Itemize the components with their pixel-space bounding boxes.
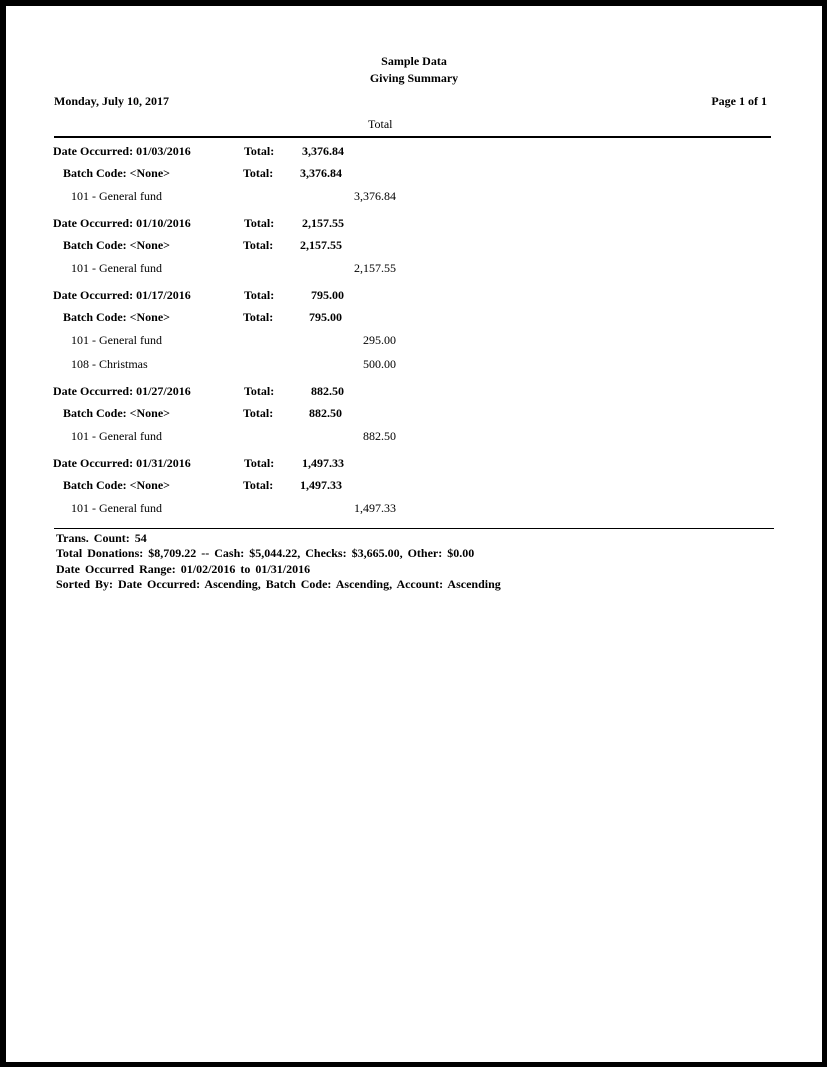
total-column-header: Total bbox=[368, 117, 393, 131]
date-range: Date Occurred Range: 01/02/2016 to 01/31/2016 bbox=[56, 562, 311, 576]
account-amount: 500.00 bbox=[363, 357, 396, 371]
date-occurred-row bbox=[6, 288, 822, 308]
batch-total-label: Total: bbox=[243, 310, 274, 324]
batch-total-value: 1,497.33 bbox=[300, 478, 342, 492]
account-amount: 1,497.33 bbox=[354, 501, 396, 515]
batch-total-value: 2,157.55 bbox=[300, 238, 342, 252]
account-row bbox=[6, 357, 822, 377]
account-row bbox=[6, 333, 822, 353]
batch-total-value: 882.50 bbox=[309, 406, 342, 420]
date-total-label: Total: bbox=[244, 216, 275, 230]
date-total-value: 1,497.33 bbox=[302, 456, 344, 470]
date-occurred-row bbox=[6, 384, 822, 404]
date-total-label: Total: bbox=[244, 144, 275, 158]
date-total-label: Total: bbox=[244, 384, 275, 398]
account-name: 108 - Christmas bbox=[71, 357, 148, 371]
account-amount: 3,376.84 bbox=[354, 189, 396, 203]
date-total-label: Total: bbox=[244, 456, 275, 470]
date-total-label: Total: bbox=[244, 288, 275, 302]
batch-total-label: Total: bbox=[243, 238, 274, 252]
footer-rule bbox=[54, 528, 774, 529]
report-date: Monday, July 10, 2017 bbox=[54, 94, 170, 108]
date-occurred-row bbox=[6, 216, 822, 236]
batch-total-value: 3,376.84 bbox=[300, 166, 342, 180]
batch-code-label: Batch Code: <None> bbox=[63, 166, 171, 180]
date-occurred-row bbox=[6, 456, 822, 476]
report-title: Sample Data bbox=[381, 54, 447, 68]
batch-code-row bbox=[6, 310, 822, 330]
date-total-value: 2,157.55 bbox=[302, 216, 344, 230]
trans-count: Trans. Count: 54 bbox=[56, 531, 147, 545]
date-total-value: 3,376.84 bbox=[302, 144, 344, 158]
batch-total-label: Total: bbox=[243, 406, 274, 420]
account-amount: 882.50 bbox=[363, 429, 396, 443]
batch-code-row bbox=[6, 478, 822, 498]
batch-code-row bbox=[6, 238, 822, 258]
date-occurred-label: Date Occurred: 01/31/2016 bbox=[53, 456, 191, 470]
batch-code-row bbox=[6, 406, 822, 426]
batch-code-label: Batch Code: <None> bbox=[63, 478, 171, 492]
account-row bbox=[6, 429, 822, 449]
account-name: 101 - General fund bbox=[71, 429, 162, 443]
page-number: Page 1 of 1 bbox=[711, 94, 767, 108]
date-total-value: 882.50 bbox=[311, 384, 344, 398]
account-name: 101 - General fund bbox=[71, 261, 162, 275]
date-total-value: 795.00 bbox=[311, 288, 344, 302]
batch-total-label: Total: bbox=[243, 166, 274, 180]
account-row bbox=[6, 189, 822, 209]
total-donations: Total Donations: $8,709.22 -- Cash: $5,044.22, Checks: $3,665.00, Other: $0.00 bbox=[56, 546, 475, 560]
batch-code-label: Batch Code: <None> bbox=[63, 238, 171, 252]
batch-code-row bbox=[6, 166, 822, 186]
date-occurred-row bbox=[6, 144, 822, 164]
header-rule bbox=[54, 136, 771, 138]
date-occurred-label: Date Occurred: 01/27/2016 bbox=[53, 384, 191, 398]
date-occurred-label: Date Occurred: 01/10/2016 bbox=[53, 216, 191, 230]
account-name: 101 - General fund bbox=[71, 501, 162, 515]
batch-total-label: Total: bbox=[243, 478, 274, 492]
batch-code-label: Batch Code: <None> bbox=[63, 310, 171, 324]
account-name: 101 - General fund bbox=[71, 333, 162, 347]
batch-code-label: Batch Code: <None> bbox=[63, 406, 171, 420]
report-subtitle: Giving Summary bbox=[369, 71, 459, 85]
date-occurred-label: Date Occurred: 01/03/2016 bbox=[53, 144, 191, 158]
account-row bbox=[6, 261, 822, 281]
batch-total-value: 795.00 bbox=[309, 310, 342, 324]
account-amount: 295.00 bbox=[363, 333, 396, 347]
report-page bbox=[6, 6, 822, 1062]
account-amount: 2,157.55 bbox=[354, 261, 396, 275]
account-name: 101 - General fund bbox=[71, 189, 162, 203]
sorted-by: Sorted By: Date Occurred: Ascending, Batch Code: Ascending, Account: Ascending bbox=[56, 577, 501, 591]
date-occurred-label: Date Occurred: 01/17/2016 bbox=[53, 288, 191, 302]
account-row bbox=[6, 501, 822, 521]
